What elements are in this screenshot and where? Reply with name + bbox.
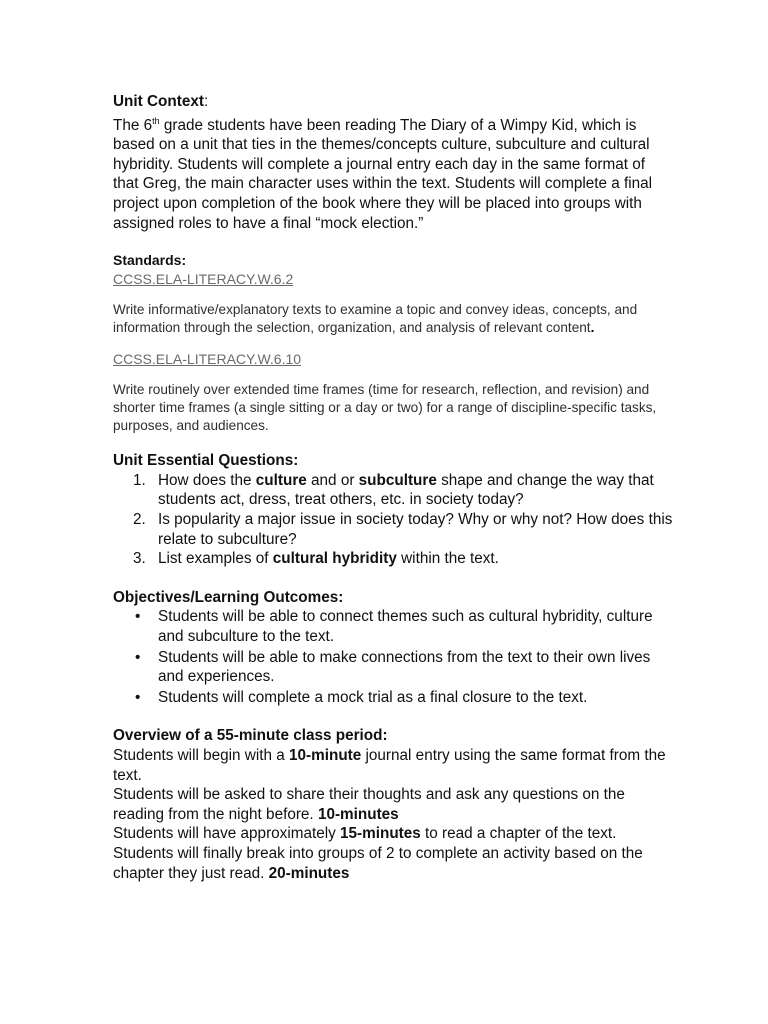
list-item	[113, 549, 673, 569]
essential-questions-list	[113, 471, 673, 569]
overview-duration: 10-minute	[289, 746, 362, 764]
lesson-plan-body	[113, 92, 673, 883]
question-bold-term: cultural hybridity	[272, 550, 397, 568]
overview-text: Students will finally break into groups of 2 to complete an activity based on the chapter they just read.	[113, 844, 643, 882]
standard-code-link-1[interactable]: CCSS.ELA-LITERACY.W.6.2	[113, 271, 294, 288]
overview-text: Students will begin with a	[113, 746, 290, 764]
overview-heading: Overview of a 55-minute class period:	[113, 727, 388, 745]
overview-text: Students will be asked to share their thoughts and ask any questions on the reading from the night before.	[113, 786, 625, 823]
essential-questions-section	[113, 451, 673, 569]
list-item	[113, 471, 673, 510]
overview-section	[113, 726, 673, 883]
bullet-icon: •	[135, 608, 141, 626]
objective-text: Students will complete a mock trial as a final closure to the text.	[158, 688, 588, 706]
unit-context-text-rest: grade students have been reading The Diary of a Wimpy Kid, which is based on a unit that ties in the themes/concepts culture, subculture and cultural hybridity. Students will complete a journal entry each day in the same format of that Greg, the main character uses within the text. Students will complete a final project upon completion of the book where they will be placed into groups with assigned roles to have a final “mock election.”	[113, 116, 653, 232]
bullet-icon: •	[135, 688, 141, 706]
question-text: How does the	[158, 471, 256, 489]
standard-description-1	[113, 301, 673, 337]
standard-description-1-text: Write informative/explanatory texts to examine a topic and convey ideas, concepts, and information through the selection, organization, and analysis of relevant content	[113, 302, 638, 336]
standards-heading: Standards:	[113, 252, 187, 269]
objective-text: Students will be able to connect themes such as cultural hybridity, culture and subculture to the text.	[158, 608, 653, 646]
list-number: 1.	[133, 471, 146, 489]
essential-questions-heading: Unit Essential Questions:	[113, 452, 299, 470]
question-bold-term: culture	[255, 471, 307, 489]
standard-code-link-2[interactable]: CCSS.ELA-LITERACY.W.6.10	[113, 350, 302, 367]
question-text: and or	[306, 471, 359, 489]
question-text: shape and change the way that students act, dress, treat others, etc. in society today?	[158, 471, 654, 509]
unit-context-colon: :	[203, 93, 209, 110]
overview-text: Students will have approximately	[113, 825, 341, 843]
question-text: List examples of	[158, 550, 273, 568]
objective-text: Students will be able to make connections from the text to their own lives and experiences.	[158, 648, 651, 686]
list-number: 2.	[133, 511, 146, 529]
unit-context-section	[113, 92, 673, 233]
objectives-list	[113, 607, 673, 707]
overview-duration: 20-minutes	[268, 864, 350, 882]
overview-paragraph-2	[113, 785, 673, 824]
objectives-heading: Objectives/Learning Outcomes:	[113, 588, 344, 606]
list-item	[113, 688, 673, 708]
objectives-section	[113, 588, 673, 708]
unit-context-paragraph	[113, 112, 673, 234]
list-number: 3.	[133, 550, 146, 568]
question-text: Is popularity a major issue in society today? Why or why not? How does this relate to subculture?	[158, 511, 673, 548]
question-bold-term: subculture	[358, 471, 437, 489]
question-text: within the text.	[396, 550, 499, 568]
overview-text: to read a chapter of the text.	[420, 825, 617, 843]
unit-context-title: Unit Context	[113, 93, 204, 110]
standard-description-1-period: .	[590, 320, 595, 336]
list-item	[113, 510, 673, 549]
overview-paragraph-3	[113, 824, 673, 844]
overview-text: journal entry using the same format from the text.	[113, 746, 666, 784]
unit-context-heading	[113, 92, 673, 112]
overview-duration: 15-minutes	[340, 825, 421, 843]
unit-context-text-start: The 6	[113, 116, 153, 134]
list-item	[113, 648, 673, 687]
standard-description-2: Write routinely over extended time frames (time for research, reflection, and revision) and shorter time frames (a single sitting or a day or two) for a range of discipline-specific tasks, purposes, and audiences.	[113, 381, 657, 434]
overview-paragraph-1	[113, 746, 673, 785]
ordinal-superscript: th	[152, 115, 160, 126]
overview-paragraph-4	[113, 844, 673, 883]
list-item	[113, 607, 673, 646]
standards-section	[113, 251, 673, 435]
bullet-icon: •	[135, 648, 141, 666]
overview-duration: 10-minutes	[317, 805, 399, 823]
